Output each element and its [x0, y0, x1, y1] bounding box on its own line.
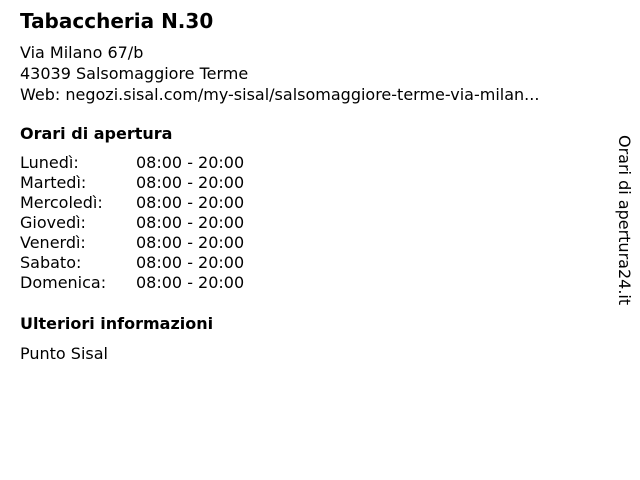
day-label: Sabato:: [20, 253, 82, 272]
hours-row-tuesday: [20, 173, 244, 193]
address-city: 43039 Salsomaggiore Terme: [20, 64, 249, 83]
hours-row-friday: [20, 233, 244, 253]
hours-row-monday: [20, 153, 244, 173]
opening-hours-list: [20, 153, 244, 293]
time-range: 08:00 - 20:00: [136, 173, 245, 192]
website-label: Web:: [20, 85, 61, 104]
website-line: [20, 85, 539, 105]
time-range: 08:00 - 20:00: [136, 213, 245, 232]
time-range: 08:00 - 20:00: [136, 273, 245, 292]
hours-row-wednesday: [20, 193, 244, 213]
day-label: Venerdì:: [20, 233, 86, 252]
hours-row-thursday: [20, 213, 244, 233]
time-range: 08:00 - 20:00: [136, 233, 245, 252]
day-label: Lunedì:: [20, 153, 79, 172]
additional-info-heading: Ulteriori informazioni: [20, 314, 214, 333]
website-link[interactable]: negozi.sisal.com/my-sisal/salsomaggiore-terme-via-milan...: [65, 85, 540, 104]
additional-info-text: Punto Sisal: [20, 344, 108, 363]
time-range: 08:00 - 20:00: [136, 253, 245, 272]
day-label: Martedì:: [20, 173, 87, 192]
time-range: 08:00 - 20:00: [136, 193, 245, 212]
time-range: 08:00 - 20:00: [136, 153, 245, 172]
hours-row-saturday: [20, 253, 244, 273]
hours-row-sunday: [20, 273, 244, 293]
day-label: Mercoledì:: [20, 193, 103, 212]
shop-name: Tabaccheria N.30: [20, 9, 214, 33]
day-label: Domenica:: [20, 273, 107, 292]
day-label: Giovedì:: [20, 213, 86, 232]
address-street: Via Milano 67/b: [20, 43, 144, 62]
opening-hours-heading: Orari di apertura: [20, 124, 173, 143]
watermark-text: Orari di apertura24.it: [615, 135, 634, 306]
